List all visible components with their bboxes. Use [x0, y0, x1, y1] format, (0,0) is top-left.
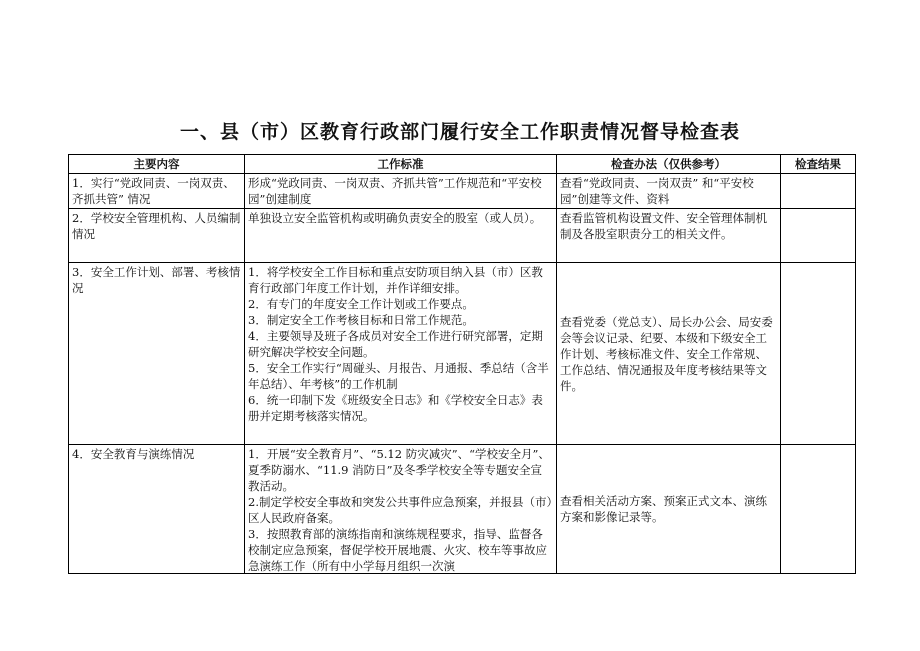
standard-line: 2．有专门的年度安全工作计划或工作要点。 [248, 297, 474, 311]
table-header-row [69, 155, 856, 174]
row-standard [245, 263, 557, 445]
standard-line: 3．按照教育部的演练指南和演练规程要求，指导、监督各校制定应急预案，督促学校开展地震、火灾、校车等事故应急演练工作（所有中小学每月组织一次演 [248, 527, 547, 572]
standard-line: 形成“党政同责、一岗双责、齐抓共管”工作规范和“平安校园”创建制度 [248, 176, 542, 206]
row-result [781, 174, 856, 209]
table-row [69, 263, 856, 445]
header-result: 检查结果 [781, 155, 856, 174]
row-method: 查看监管机构设置文件、安全管理体制机制及各股室职责分工的相关文件。 [557, 209, 781, 263]
row-content: 4．安全教育与演练情况 [69, 445, 245, 574]
standard-line: 5．安全工作实行“周碰头、月报告、月通报、季总结（含半年总结）、年考核”的工作机制 [248, 361, 549, 391]
row-content: 1．实行“党政同责、一岗双责、齐抓共管” 情况 [69, 174, 245, 209]
standard-line: 4．主要领导及班子各成员对安全工作进行研究部署，定期研究解决学校安全问题。 [248, 329, 543, 359]
row-method: 查看党委（党总支）、局长办公会、局安委会等会议记录、纪要、本级和下级安全工作计划、考核标准文件、安全工作常规、工作总结、情况通报及年度考核结果等文件。 [557, 263, 781, 445]
standard-line: 1．开展“安全教育月”、“5.12 防灾减灾”、“学校安全月”、夏季防溺水、“11.9 消防日”及冬季学校安全等专题安全宣教活动。 [248, 447, 550, 493]
row-result [781, 209, 856, 263]
standard-line: 2.制定学校安全事故和突发公共事件应急预案，并报县（市）区人民政府备案。 [248, 495, 553, 525]
table-row [69, 174, 856, 209]
row-standard [245, 209, 557, 263]
row-result [781, 263, 856, 445]
row-content: 2．学校安全管理机构、人员编制情况 [69, 209, 245, 263]
standard-line: 6．统一印制下发《班级安全日志》和《学校安全日志》表册并定期考核落实情况。 [248, 393, 543, 423]
standard-line: 3．制定安全工作考核目标和日常工作规范。 [248, 313, 474, 327]
table-row [69, 209, 856, 263]
standard-clip [248, 446, 553, 572]
header-method: 检查办法（仅供参考） [557, 155, 781, 174]
row-standard [245, 174, 557, 209]
standard-line: 单独设立安全监管机构或明确负责安全的股室（或人员）。 [248, 211, 542, 225]
table-row [69, 445, 856, 574]
inspection-table [68, 154, 856, 574]
standard-line: 1．将学校安全工作目标和重点安防项目纳入县（市）区教育行政部门年度工作计划，并作详细安排。 [248, 265, 543, 295]
row-method: 查看相关活动方案、预案正式文本、演练方案和影像记录等。 [557, 445, 781, 574]
row-method: 查看“党政同责、一岗双责” 和“平安校园”创建等文件、资料 [557, 174, 781, 209]
page-title: 一、县（市）区教育行政部门履行安全工作职责情况督导检查表 [179, 121, 740, 143]
row-result [781, 445, 856, 574]
row-content: 3．安全工作计划、部署、考核情况 [69, 263, 245, 445]
row-standard [245, 445, 557, 574]
header-content: 主要内容 [69, 155, 245, 174]
header-standard: 工作标准 [245, 155, 557, 174]
